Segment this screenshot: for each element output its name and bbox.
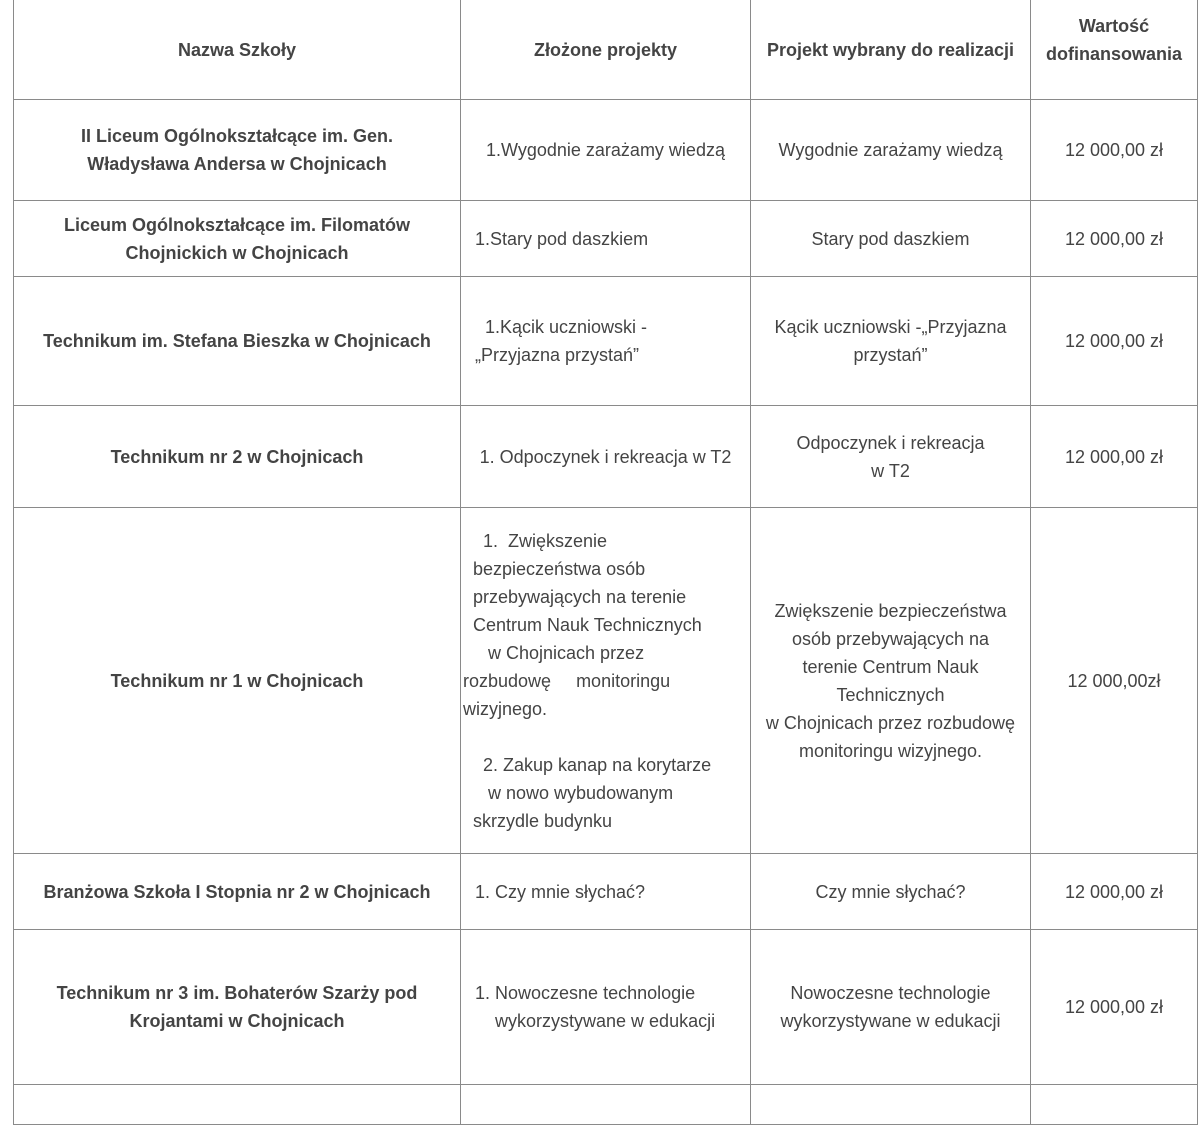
table-row: [14, 100, 1198, 201]
school-name: Liceum Ogólnokształcące im. Filomatów Chojnickich w Chojnicach: [14, 201, 461, 277]
funding-amount: 12 000,00 zł: [1031, 854, 1198, 930]
table-row: [14, 201, 1198, 277]
funding-amount: 12 000,00 zł: [1031, 277, 1198, 406]
empty-cell: [1031, 1085, 1198, 1125]
selected-project: Wygodnie zarażamy wiedzą: [751, 100, 1031, 201]
header-school: Nazwa Szkoły: [14, 0, 461, 100]
header-amount: Wartość dofinansowania: [1031, 0, 1198, 100]
funding-table: [13, 0, 1198, 1125]
submitted-projects: 1. Czy mnie słychać?: [461, 854, 751, 930]
school-name: Technikum nr 3 im. Bohaterów Szarży pod Krojantami w Chojnicach: [14, 930, 461, 1085]
funding-amount: 12 000,00 zł: [1031, 930, 1198, 1085]
selected-project: Zwiększenie bezpieczeństwa osób przebywających na terenie Centrum Nauk Technicznych w Chojnicach przez rozbudowę monitoringu wizyjnego.: [751, 508, 1031, 854]
selected-project: Stary pod daszkiem: [751, 201, 1031, 277]
empty-cell: [751, 1085, 1031, 1125]
selected-project: Czy mnie słychać?: [751, 854, 1031, 930]
school-name: Branżowa Szkoła I Stopnia nr 2 w Chojnicach: [14, 854, 461, 930]
table-row-partial: [14, 1085, 1198, 1125]
funding-amount: 12 000,00 zł: [1031, 100, 1198, 201]
table-row: [14, 930, 1198, 1085]
header-row: [14, 0, 1198, 100]
header-submitted: Złożone projekty: [461, 0, 751, 100]
empty-cell: [461, 1085, 751, 1125]
school-name: Technikum im. Stefana Bieszka w Chojnicach: [14, 277, 461, 406]
submitted-projects: 1.Kącik uczniowski - „Przyjazna przystań”: [461, 277, 751, 406]
table-row: [14, 854, 1198, 930]
school-name: Technikum nr 1 w Chojnicach: [14, 508, 461, 854]
empty-cell: [14, 1085, 461, 1125]
table-row: [14, 508, 1198, 854]
submitted-projects: 1. Odpoczynek i rekreacja w T2: [461, 406, 751, 508]
school-name: II Liceum Ogólnokształcące im. Gen. Władysława Andersa w Chojnicach: [14, 100, 461, 201]
funding-amount: 12 000,00 zł: [1031, 201, 1198, 277]
submitted-projects: 1. Nowoczesne technologie wykorzystywane w edukacji: [461, 930, 751, 1085]
submitted-projects: 1.Stary pod daszkiem: [461, 201, 751, 277]
submitted-projects: 1.Wygodnie zarażamy wiedzą: [461, 100, 751, 201]
school-name: Technikum nr 2 w Chojnicach: [14, 406, 461, 508]
selected-project: Odpoczynek i rekreacja w T2: [751, 406, 1031, 508]
table-row: [14, 406, 1198, 508]
submitted-projects: 1. Zwiększenie bezpieczeństwa osób przebywających na terenie Centrum Nauk Technicznych w Chojnicach przez rozbudowę monitoringu wizyjnego. 2. Zakup kanap na korytarze w nowo wybudowanym skrzydle budynku: [461, 508, 751, 854]
funding-amount: 12 000,00zł: [1031, 508, 1198, 854]
selected-project: Kącik uczniowski -„Przyjazna przystań”: [751, 277, 1031, 406]
funding-amount: 12 000,00 zł: [1031, 406, 1198, 508]
header-selected: Projekt wybrany do realizacji: [751, 0, 1031, 100]
selected-project: Nowoczesne technologie wykorzystywane w edukacji: [751, 930, 1031, 1085]
table-row: [14, 277, 1198, 406]
